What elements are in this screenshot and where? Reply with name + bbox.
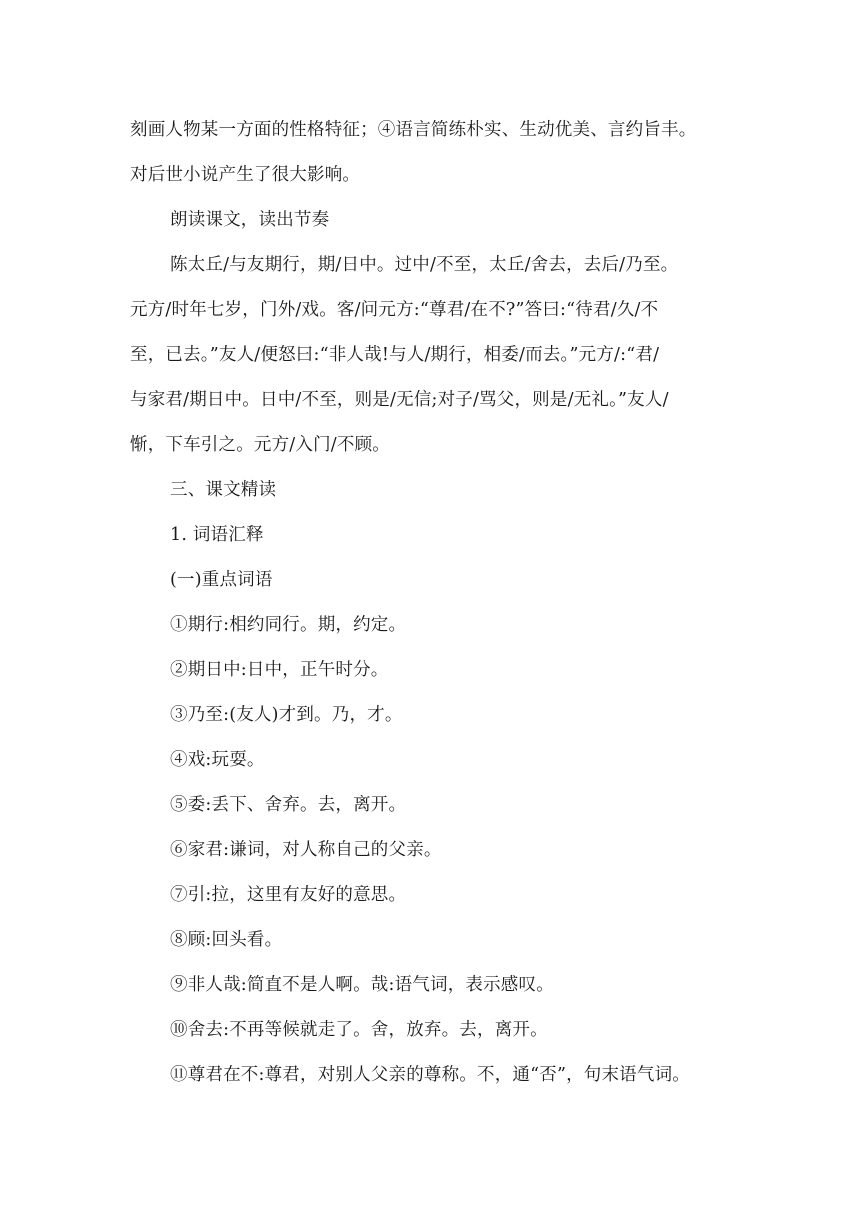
definition-item: ⑤委:丢下、舍弃。去，离开。 <box>170 795 407 815</box>
definition-item: ④戏:玩耍。 <box>170 750 265 770</box>
definition-item: ③乃至:(友人)才到。乃，才。 <box>170 705 403 725</box>
text-line: 对后世小说产生了很大影响。 <box>130 165 361 185</box>
definition-item: ⑥家君:谦词，对人称自己的父亲。 <box>170 840 442 860</box>
section-heading: 朗读课文，读出节奏 <box>170 210 330 230</box>
text-line: 陈太丘/与友期行，期/日中。过中/不至，太丘/舍去，去后/乃至。 <box>170 255 679 275</box>
definition-item: ②期日中:日中，正午时分。 <box>170 660 389 680</box>
subsection-heading: (一)重点词语 <box>170 570 273 590</box>
text-line: 惭，下车引之。元方/入门/不顾。 <box>130 435 390 455</box>
text-line: 元方/时年七岁，门外/戏。客/问元方:“尊君/在不?”答曰:“待君/久/不 <box>130 300 659 320</box>
definition-item: ①期行:相约同行。期，约定。 <box>170 615 407 635</box>
definition-item: ⑧顾:回头看。 <box>170 930 283 950</box>
definition-item: ⑦引:拉，这里有友好的意思。 <box>170 885 407 905</box>
definition-item: ⑨非人哉:简直不是人啊。哉:语气词，表示感叹。 <box>170 975 554 995</box>
definition-item: ⑩舍去:不再等候就走了。舍，放弃。去，离开。 <box>170 1020 548 1040</box>
text-line: 至，已去。”友人/便怒曰:“非人哉!与人/期行，相委/而去。”元方/:“君/ <box>130 345 660 365</box>
text-line: 刻画人物某一方面的性格特征；④语言简练朴实、生动优美、言约旨丰。 <box>130 120 697 140</box>
subsection-heading: 1. 词语汇释 <box>170 525 264 545</box>
definition-item: ⑪尊君在不:尊君，对别人父亲的尊称。不，通“否”，句末语气词。 <box>170 1065 690 1085</box>
text-line: 与家君/期日中。日中/不至，则是/无信;对子/骂父，则是/无礼。”友人/ <box>130 390 669 410</box>
section-heading: 三、课文精读 <box>170 480 277 500</box>
